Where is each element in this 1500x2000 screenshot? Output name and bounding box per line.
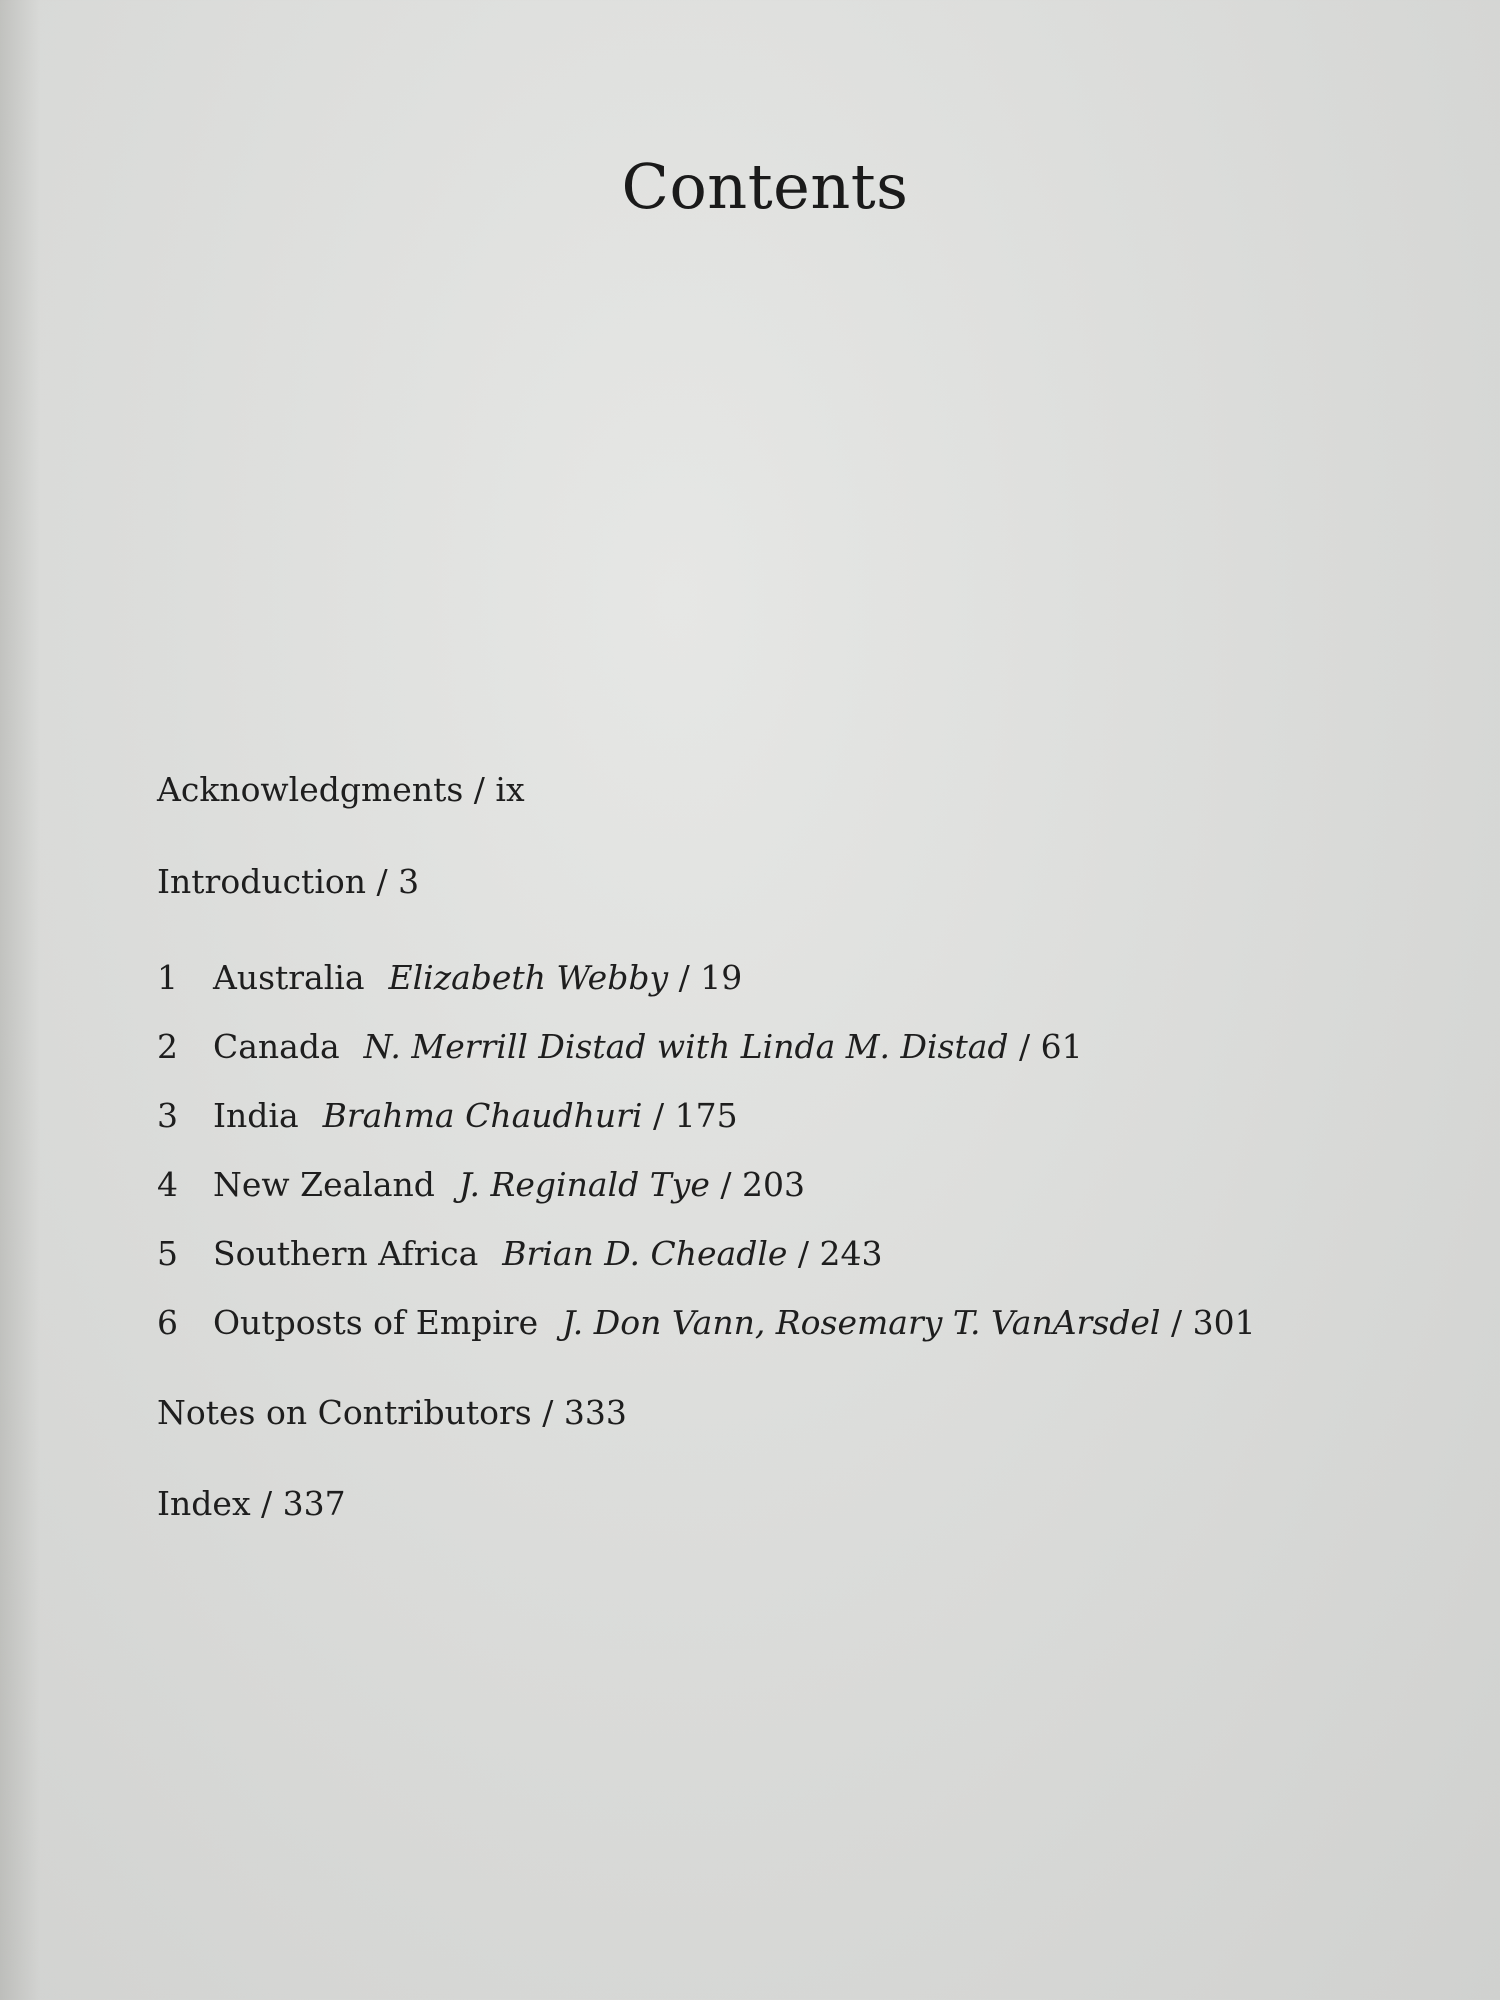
chapter-title: Australia <box>213 958 365 997</box>
entry-title: Acknowledgments <box>157 770 464 809</box>
entry-page: 3 <box>398 862 420 901</box>
entry-separator: / <box>250 1484 283 1523</box>
chapter-author: J. Don Vann, Rosemary T. VanArsdel <box>562 1303 1161 1342</box>
entry-page: 243 <box>819 1234 883 1273</box>
entry-separator: / <box>1008 1027 1041 1066</box>
entry-separator: / <box>787 1234 820 1273</box>
chapter-author: J. Reginald Tye <box>458 1165 710 1204</box>
chapter-title: Outposts of Empire <box>213 1303 539 1342</box>
entry-separator: / <box>709 1165 742 1204</box>
entry-separator: / <box>531 1393 564 1432</box>
toc-chapter-4 <box>157 1165 805 1205</box>
toc-entry-notes-on-contributors <box>157 1393 627 1433</box>
entry-title: Notes on Contributors <box>157 1393 532 1432</box>
entry-title: Introduction <box>157 862 366 901</box>
entry-separator: / <box>463 770 496 809</box>
chapter-number: 6 <box>157 1303 178 1342</box>
toc-chapter-5 <box>157 1234 883 1274</box>
chapter-title: India <box>213 1096 299 1135</box>
page-edge-shadow <box>0 0 40 2000</box>
toc-chapter-1 <box>157 958 742 998</box>
entry-page: 333 <box>563 1393 627 1432</box>
entry-separator: / <box>366 862 399 901</box>
entry-title: Index <box>157 1484 251 1523</box>
chapter-author: Brahma Chaudhuri <box>322 1096 643 1135</box>
entry-separator: / <box>1160 1303 1193 1342</box>
chapter-number: 1 <box>157 958 178 997</box>
chapter-title: New Zealand <box>213 1165 435 1204</box>
entry-page: ix <box>495 770 525 809</box>
toc-entry-acknowledgments <box>157 770 525 810</box>
entry-separator: / <box>642 1096 675 1135</box>
entry-page: 175 <box>674 1096 738 1135</box>
entry-page: 61 <box>1040 1027 1083 1066</box>
chapter-number: 2 <box>157 1027 178 1066</box>
entry-page: 301 <box>1192 1303 1256 1342</box>
chapter-number: 3 <box>157 1096 178 1135</box>
entry-page: 337 <box>282 1484 346 1523</box>
entry-page: 19 <box>700 958 743 997</box>
entry-separator: / <box>668 958 701 997</box>
chapter-title: Southern Africa <box>213 1234 479 1273</box>
toc-entry-index <box>157 1484 346 1524</box>
chapter-author: N. Merrill Distad with Linda M. Distad <box>363 1027 1009 1066</box>
toc-chapter-2 <box>157 1027 1083 1067</box>
toc-chapter-6 <box>157 1303 1256 1343</box>
page-title: Contents <box>621 150 909 223</box>
chapter-number: 5 <box>157 1234 178 1273</box>
chapter-number: 4 <box>157 1165 178 1204</box>
toc-chapter-3 <box>157 1096 738 1136</box>
chapter-author: Elizabeth Webby <box>388 958 669 997</box>
entry-page: 203 <box>741 1165 805 1204</box>
chapter-author: Brian D. Cheadle <box>502 1234 788 1273</box>
toc-entry-introduction <box>157 862 419 902</box>
chapter-title: Canada <box>213 1027 340 1066</box>
